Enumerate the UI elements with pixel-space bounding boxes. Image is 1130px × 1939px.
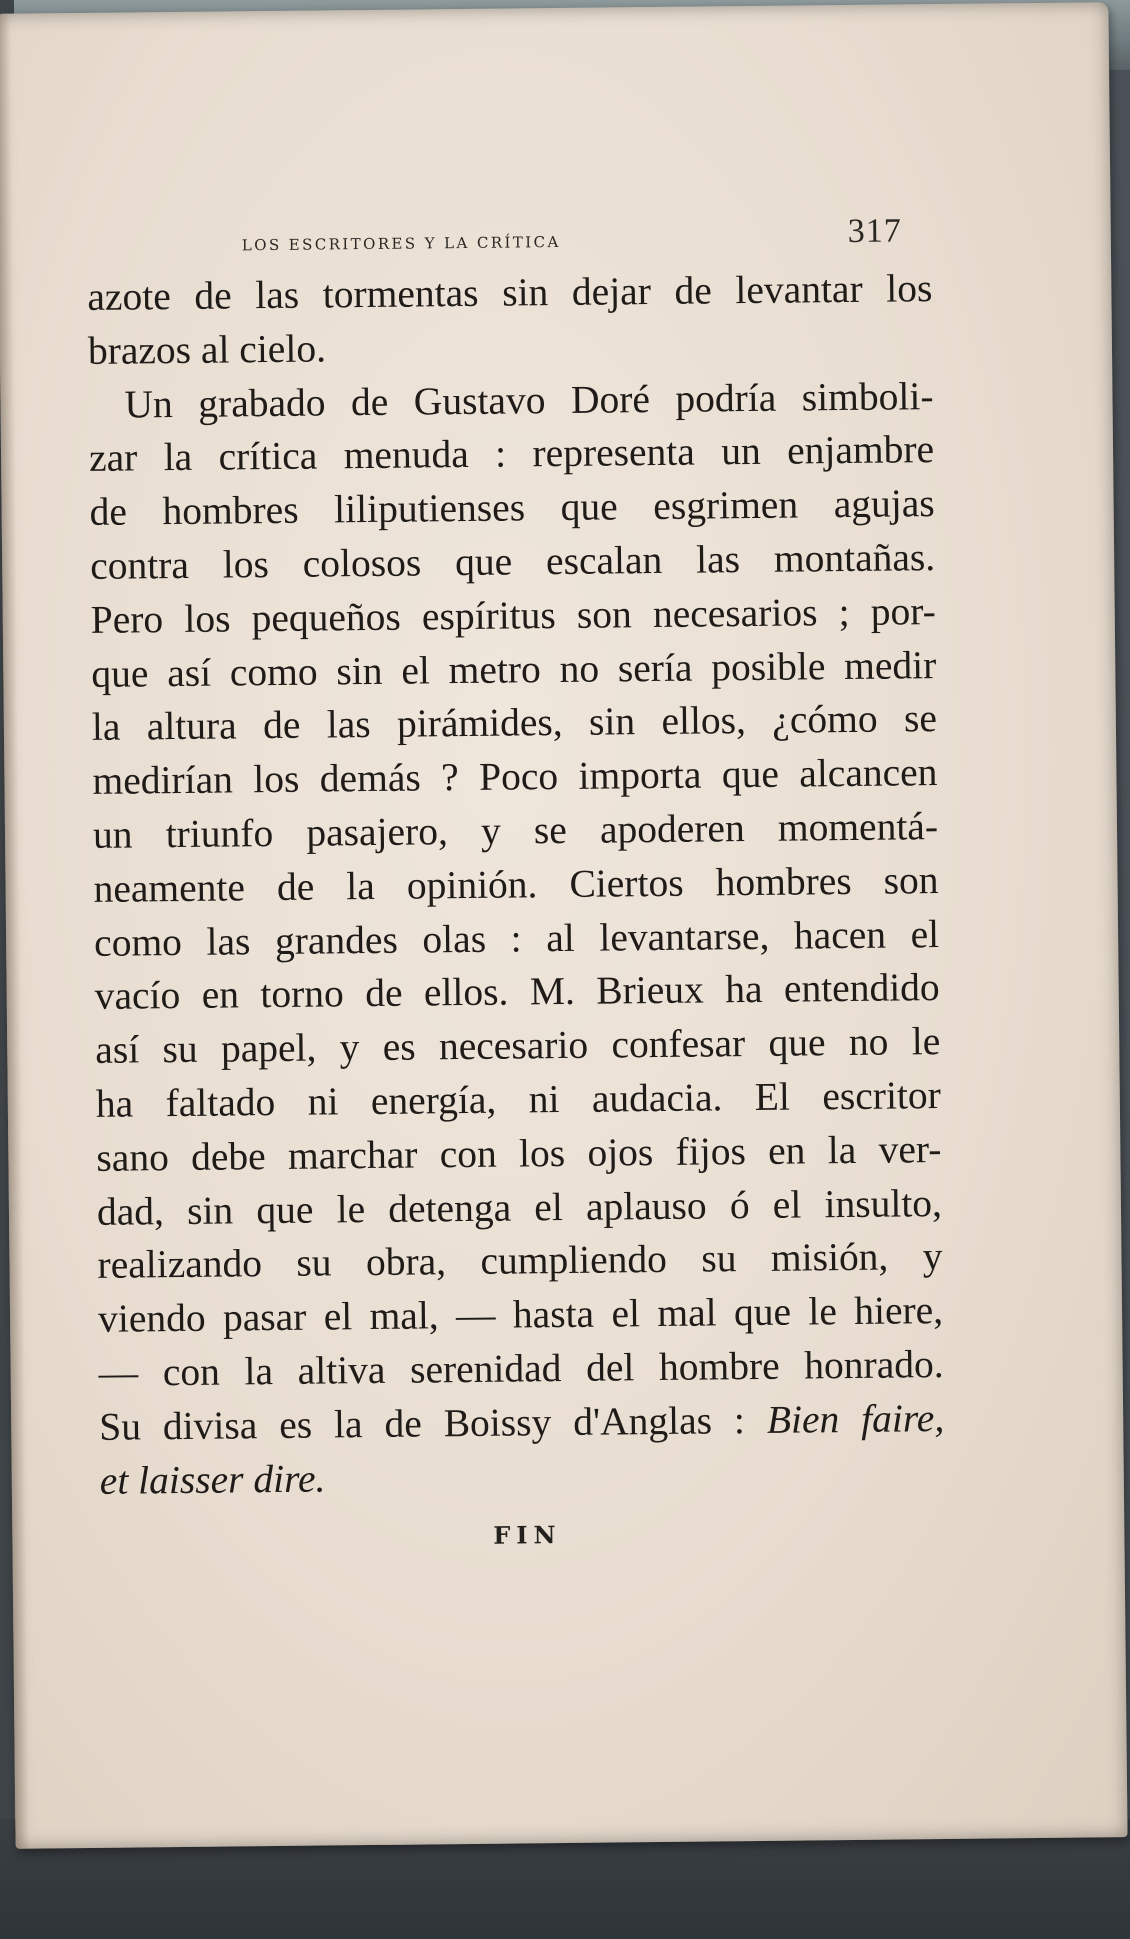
- text-line: brazos al cielo.: [87, 326, 327, 373]
- text-line: que así como sin el metro no sería posible medir: [91, 642, 937, 696]
- motto-quote-start: Bien faire,: [766, 1395, 945, 1442]
- book-page: [0, 2, 1128, 1849]
- text-line: Un grabado de Gustavo Doré podría simboli-: [124, 373, 934, 427]
- running-head: [242, 212, 902, 259]
- text-line: así su papel, y es necesario confesar que no le: [95, 1019, 941, 1073]
- text-line: neamente de la opinión. Ciertos hombres son: [93, 857, 939, 911]
- end-mark: FIN: [493, 1520, 562, 1550]
- body-text: [87, 262, 945, 1508]
- text-line: de hombres liliputienses que esgrimen agujas: [89, 481, 935, 535]
- text-line-motto: [99, 1392, 945, 1455]
- text-line: vacío en torno de ellos. M. Brieux ha entendido: [94, 965, 940, 1019]
- running-head-title: los escritores y la crítica: [241, 227, 561, 256]
- text-line: Pero los pequeños espíritus son necesarios ; por-: [90, 588, 936, 642]
- text-line-motto-end: et laisser dire.: [99, 1456, 326, 1503]
- text-line: la altura de las pirámides, sin ellos, ¿cómo se: [91, 696, 938, 750]
- text-line: — con la altiva serenidad del hombre honrado.: [98, 1341, 944, 1395]
- page-number: 317: [847, 212, 902, 250]
- text-line: viendo pasar el mal, — hasta el mal que le hiere,: [97, 1288, 944, 1342]
- text-line: contra los colosos que escalan las montañas.: [89, 535, 936, 588]
- text-line: ha faltado ni energía, ni audacia. El escritor: [95, 1072, 942, 1126]
- text-line: dad, sin que le detenga el aplauso ó el insulto,: [96, 1180, 943, 1234]
- text-line: realizando su obra, cumpliendo su misión, y: [97, 1234, 943, 1288]
- text-line: medirían los demás ? Poco importa que alcancen: [92, 750, 938, 804]
- text-line: azote de las tormentas sin dejar de levantar los: [87, 266, 933, 319]
- text-line: sano debe marchar con los ojos fijos en la ver-: [96, 1126, 942, 1180]
- text-line: como las grandes olas : al levantarse, hacen el: [93, 911, 940, 965]
- text-line: zar la crítica menuda : representa un enjambre: [88, 427, 935, 481]
- text-line: un triunfo pasajero, y se apoderen momentá-: [92, 804, 939, 857]
- motto-lead: Su divisa es la de Boissy d'Anglas :: [98, 1397, 768, 1449]
